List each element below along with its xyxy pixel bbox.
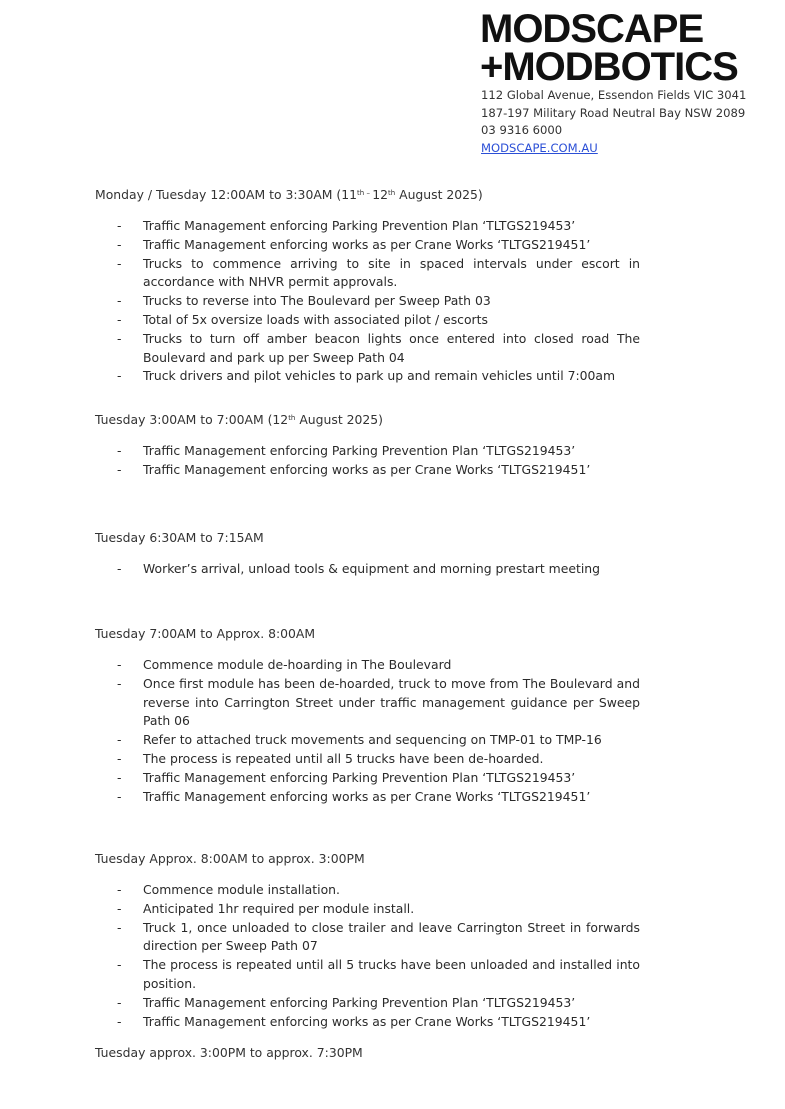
schedule-section	[95, 1044, 640, 1062]
schedule-document	[95, 186, 640, 1062]
list-item: - Traffic Management enforcing works as per Crane Works ‘TLTGS219451’	[117, 461, 591, 477]
list-item: - Trucks to reverse into The Boulevard per Sweep Path 03	[117, 293, 491, 309]
list-item: - Worker’s arrival, unload tools & equipment and morning prestart meeting	[117, 561, 600, 576]
bullet-list	[95, 656, 640, 806]
bullet-list	[95, 442, 640, 480]
company-address-block	[481, 87, 746, 157]
schedule-section	[95, 625, 640, 850]
section-heading: Tuesday Approx. 8:00AM to approx. 3:00PM	[95, 851, 365, 866]
list-item: - Refer to attached truck movements and sequencing on TMP-01 to TMP-16	[117, 732, 602, 748]
list-item: - Traffic Management enforcing works as per Crane Works ‘TLTGS219451’	[117, 236, 591, 252]
list-item: - Trucks to commence arriving to site in spaced intervals under escort in accordance with NHVR permit approvals.	[117, 255, 640, 290]
website-link[interactable]: MODSCAPE.COM.AU	[481, 140, 598, 155]
list-item: - Traffic Management enforcing Parking Prevention Plan ‘TLTGS219453’	[117, 443, 576, 458]
logo-line-modbotics: +MODBOTICS	[480, 45, 738, 89]
phone-number: 03 9316 6000	[481, 123, 563, 137]
address-nsw: 187-197 Military Road Neutral Bay NSW 2089	[481, 105, 746, 120]
list-item: - Traffic Management enforcing works as per Crane Works ‘TLTGS219451’	[117, 1013, 591, 1029]
section-heading: Tuesday 3:00AM to 7:00AM (12th August 2025)	[95, 412, 383, 427]
list-item: - Traffic Management enforcing works as per Crane Works ‘TLTGS219451’	[117, 788, 591, 804]
schedule-section	[95, 529, 640, 625]
list-item: - Total of 5x oversize loads with associated pilot / escorts	[117, 311, 488, 327]
list-item: - Once first module has been de-hoarded, truck to move from The Boulevard and reverse into Carrington Street under traffic management guidance per Sweep Path 06	[117, 675, 640, 729]
list-item: - Truck 1, once unloaded to close trailer and leave Carrington Street in forwards direction per Sweep Path 07	[117, 919, 640, 954]
list-item: - The process is repeated until all 5 trucks have been unloaded and installed into position.	[117, 957, 640, 991]
section-heading: Tuesday 6:30AM to 7:15AM	[95, 530, 264, 545]
schedule-section	[95, 411, 640, 529]
bullet-list	[95, 560, 640, 579]
schedule-section	[95, 186, 640, 411]
list-item: - Traffic Management enforcing Parking Prevention Plan ‘TLTGS219453’	[117, 218, 576, 233]
schedule-section	[95, 850, 640, 1044]
company-logo	[480, 7, 775, 89]
section-heading: Monday / Tuesday 12:00AM to 3:30AM ($11^{th -}$ 12th August 2025)	[95, 187, 483, 202]
list-item: - Truck drivers and pilot vehicles to park up and remain vehicles until 7:00am	[117, 368, 616, 384]
address-victoria: 112 Global Avenue, Essendon Fields VIC 3041	[481, 88, 747, 102]
list-item: - Trucks to turn off amber beacon lights once entered into closed road The Boulevard and park up per Sweep Path 04	[117, 330, 640, 365]
list-item: - Anticipated 1hr required per module install.	[117, 900, 415, 916]
section-heading: Tuesday approx. 3:00PM to approx. 7:30PM	[95, 1045, 363, 1060]
list-item: - Traffic Management enforcing Parking Prevention Plan ‘TLTGS219453’	[117, 769, 576, 785]
list-item: - Commence module installation.	[117, 882, 340, 897]
list-item: - Traffic Management enforcing Parking Prevention Plan ‘TLTGS219453’	[117, 994, 576, 1010]
bullet-list	[95, 217, 640, 386]
list-item: - Commence module de-hoarding in The Boulevard	[117, 657, 452, 672]
bullet-list	[95, 881, 640, 1031]
list-item: - The process is repeated until all 5 trucks have been de-hoarded.	[117, 750, 544, 766]
section-heading: Tuesday 7:00AM to Approx. 8:00AM	[95, 626, 316, 641]
logo-line-modscape: MODSCAPE	[480, 7, 704, 51]
